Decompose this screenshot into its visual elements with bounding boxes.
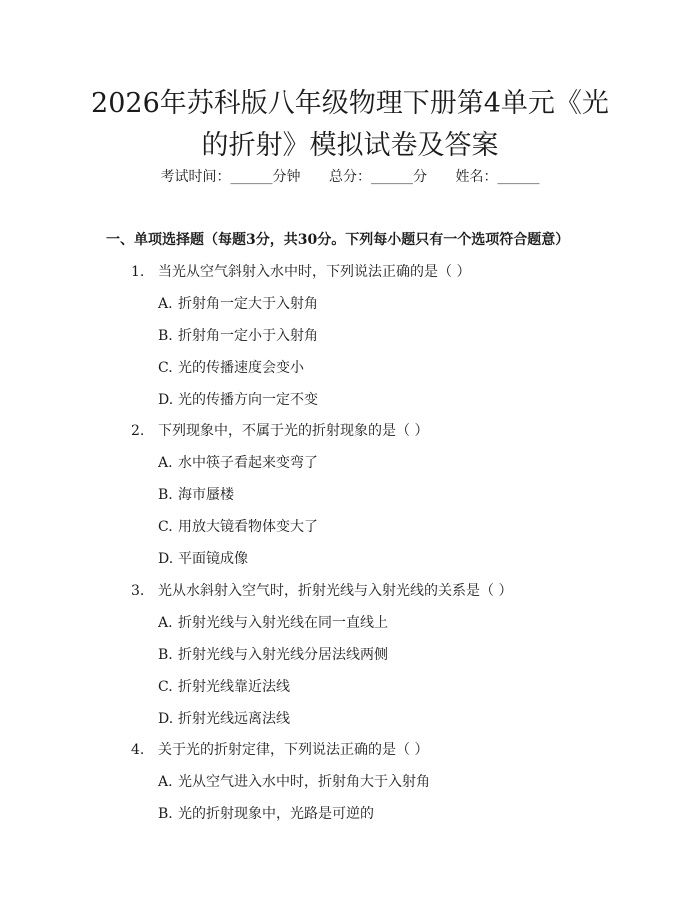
question-text: 当光从空气斜射入水中时，下列说法正确的是（ ）: [158, 264, 471, 280]
question-number: 2.: [131, 423, 145, 439]
question-number: 4.: [131, 742, 145, 758]
exam-name-field: 姓名：______: [455, 169, 540, 185]
page-title-line1: 2026年苏科版八年级物理下册第4单元《光: [91, 88, 609, 119]
question-text: 关于光的折射定律，下列说法正确的是（ ）: [158, 742, 429, 758]
question-3: [131, 581, 512, 601]
question-text: 光从水斜射入空气时，折射光线与入射光线的关系是（ ）: [158, 583, 513, 599]
option-letter: D.: [158, 551, 174, 567]
option-1d: [158, 390, 318, 410]
option-letter: B.: [158, 806, 173, 822]
option-letter: D.: [158, 392, 174, 408]
exam-total-score: 总分：______分: [329, 169, 427, 185]
option-text: 折射光线远离法线: [178, 711, 290, 727]
option-text: 折射光线靠近法线: [178, 679, 290, 695]
option-3d: [158, 709, 290, 729]
question-1: [131, 262, 470, 282]
exam-meta: [0, 167, 700, 187]
option-text: 光的传播速度会变小: [178, 360, 304, 376]
option-text: 海市蜃楼: [178, 487, 234, 503]
option-letter: A.: [158, 296, 173, 312]
option-letter: B.: [158, 647, 173, 663]
option-text: 光从空气进入水中时，折射角大于入射角: [178, 774, 430, 790]
option-3c: [158, 677, 290, 697]
option-letter: A.: [158, 455, 173, 471]
exam-time: 考试时间：______分钟: [160, 169, 301, 185]
option-1c: [158, 358, 304, 378]
option-4a: [158, 772, 430, 792]
option-text: 折射角一定大于入射角: [178, 296, 318, 312]
option-text: 光的折射现象中，光路是可逆的: [178, 806, 374, 822]
option-2c: [158, 517, 318, 537]
option-1b: [158, 326, 318, 346]
option-1a: [158, 294, 318, 314]
option-text: 水中筷子看起来变弯了: [178, 455, 318, 471]
question-number: 3.: [131, 583, 145, 599]
question-2: [131, 421, 428, 441]
option-text: 折射角一定小于入射角: [178, 328, 318, 344]
option-letter: D.: [158, 711, 174, 727]
option-letter: C.: [158, 519, 173, 535]
option-letter: B.: [158, 328, 173, 344]
question-number: 1.: [131, 264, 145, 280]
option-2d: [158, 549, 248, 569]
option-text: 平面镜成像: [178, 551, 248, 567]
option-text: 折射光线与入射光线分居法线两侧: [178, 647, 388, 663]
option-letter: B.: [158, 487, 173, 503]
option-letter: A.: [158, 615, 173, 631]
option-letter: C.: [158, 679, 173, 695]
question-text: 下列现象中，不属于光的折射现象的是（ ）: [158, 423, 429, 439]
option-3b: [158, 645, 388, 665]
option-letter: C.: [158, 360, 173, 376]
option-2b: [158, 485, 234, 505]
option-text: 光的传播方向一定不变: [178, 392, 318, 408]
page-title-line2: 的折射》模拟试卷及答案: [201, 130, 499, 161]
question-4: [131, 740, 428, 760]
option-4b: [158, 804, 374, 824]
option-text: 折射光线与入射光线在同一直线上: [178, 615, 388, 631]
option-2a: [158, 453, 318, 473]
option-text: 用放大镜看物体变大了: [178, 519, 318, 535]
section-heading: 一、单项选择题（每题3分，共30分。下列每小题只有一个选项符合题意）: [106, 232, 570, 248]
option-letter: A.: [158, 774, 173, 790]
option-3a: [158, 613, 388, 633]
